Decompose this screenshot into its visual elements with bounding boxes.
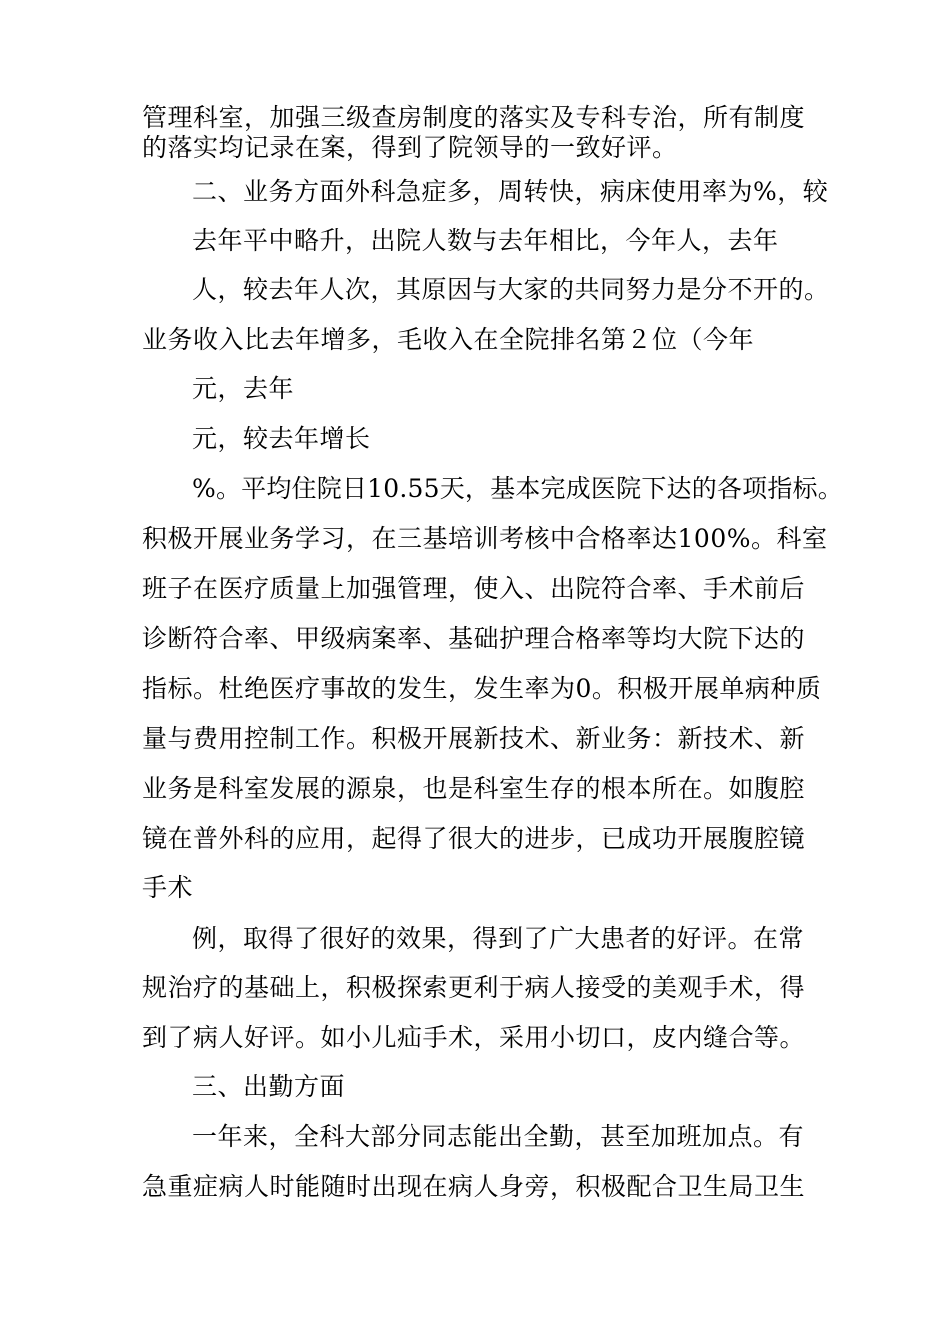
text-line: 量与费用控制工作。积极开展新技术、新业务：新技术、新 [142, 724, 806, 753]
text-line: 到了病人好评。如小儿疝手术，采用小切口，皮内缝合等。 [142, 1023, 806, 1052]
text-line: 例，取得了很好的效果，得到了广大患者的好评。在常 [192, 924, 805, 953]
text-line: 班子在医疗质量上加强管理，使入、出院符合率、手术前后 [142, 574, 806, 603]
text-line: 业务是科室发展的源泉，也是科室生存的根本所在。如腹腔 [142, 774, 806, 803]
text-line: 一年来，全科大部分同志能出全勤，甚至加班加点。有 [192, 1122, 805, 1151]
text-line: 镜在普外科的应用，起得了很大的进步，已成功开展腹腔镜 [142, 824, 806, 853]
text-line: 的落实均记录在案，得到了院领导的一致好评。 [142, 133, 678, 162]
text-line: 规治疗的基础上，积极探索更利于病人接受的美观手术，得 [142, 973, 806, 1002]
text-line: 元，较去年增长 [192, 424, 371, 453]
text-line: 业务收入比去年增多，毛收入在全院排名第２位（今年 [142, 325, 755, 354]
text-line: 元，去年 [192, 374, 295, 403]
text-line: 人，较去年人次，其原因与大家的共同努力是分不开的。 [192, 275, 830, 304]
text-line: 去年平中略升，出院人数与去年相比，今年人，去年 [192, 226, 779, 255]
text-line: 二、业务方面外科急症多，周转快，病床使用率为%，较 [192, 177, 829, 206]
text-line: 诊断符合率、甲级病案率、基础护理合格率等均大院下达的 [142, 624, 806, 653]
text-line: 管理科室，加强三级查房制度的落实及专科专治，所有制度 [142, 103, 806, 132]
text-line: 指标。杜绝医疗事故的发生，发生率为0。积极开展单病种质 [142, 674, 822, 703]
text-line: %。平均住院日10.55天，基本完成医院下达的各项指标。 [192, 474, 843, 503]
text-line: 急重症病人时能随时出现在病人身旁，积极配合卫生局卫生 [142, 1172, 806, 1201]
text-line: 手术 [142, 873, 194, 902]
text-line: 积极开展业务学习，在三基培训考核中合格率达100%。科室 [142, 524, 828, 553]
section-heading: 三、出勤方面 [192, 1072, 346, 1101]
